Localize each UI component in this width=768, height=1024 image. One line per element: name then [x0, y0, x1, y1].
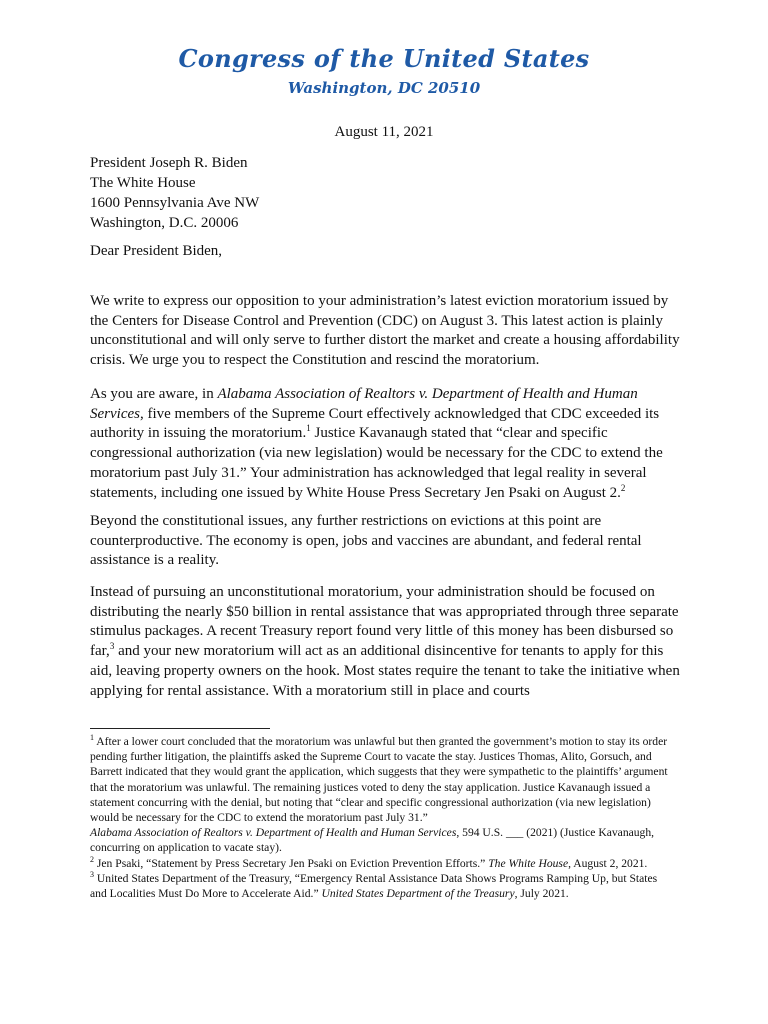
recipient-street: 1600 Pennsylvania Ave NW	[90, 195, 260, 211]
case-name: Alabama Association of Realtors v. Department of Health and Human Services	[90, 386, 638, 422]
letterhead	[0, 44, 768, 98]
paragraph-supreme-court: As you are aware, in Alabama Association of Realtors v. Department of Health and Human Services, five members of the Supreme Court effectively acknowledged that CDC exceeded its authority in issuing the moratorium.$^1$ Justice Kavanaugh stated that “clear and specific congressional authorization (via new legislation) would be necessary for the CDC to extend the moratorium past July 31.” Your administration has acknowledged that legal reality in several statements, including one issued by White House Press Secretary Jen Psaki on August 2.$^2$	[90, 386, 663, 501]
paragraph-rental-assistance: Instead of pursuing an unconstitutional moratorium, your administration should be focused on distributing the nearly $50 billion in rental assistance that was appropriated through three separate stimulus packages. A recent Treasury report found very little of this money has been disbursed so far,$^3$ and your new moratorium will act as an additional disincentive for tenants to apply for this aid, leaving property owners on the hook. Most states require the tenant to take the initiative when applying for rental assistance. With a moratorium still in place and courts	[90, 584, 680, 699]
paragraph-opposition: We write to express our opposition to your administration’s latest eviction moratorium issued by the Centers for Disease Control and Prevention (CDC) on August 3. This latest action is plainly unconstitutional and will only serve to further distort the market and create a housing affordability crisis. We urge you to respect the Constitution and rescind the moratorium.	[90, 293, 680, 369]
footnote-ref-3: 3	[109, 641, 115, 652]
footnote-1: $^1$ After a lower court concluded that the moratorium was unlawful but then granted the government’s motion to stay its order pending further litigation, the plaintiffs asked the Supreme Court to vacate the stay. Justices Thomas, Alito, Gorsuch, and Barrett indicated that they would grant the application, which suggests that they were sympathetic to the plaintiffs’ argument that the moratorium was unlawful. The remaining justices voted to deny the stay application. Justice Kavanaugh issued a statement concurring with the denial, but noting that “clear and specific congressional authorization (via new legislation) would be necessary for the CDC to extend the moratorium past July 31.” Alabama Association of Realtors v. Department of Health and Human Services, 594 U.S. ___ (2021) (Justice Kavanaugh, concurring on application to vacate stay).	[90, 733, 668, 855]
footnotes	[90, 734, 672, 901]
letter-date: August 11, 2021	[334, 124, 434, 140]
letterhead-title: Congress of the United States	[178, 44, 590, 73]
footnote-2: $^2$ Jen Psaki, “Statement by Press Secretary Jen Psaki on Eviction Prevention Efforts.” The White House, August 2, 2021.	[90, 854, 648, 870]
recipient-address	[90, 153, 259, 233]
recipient-org: The White House	[90, 175, 196, 191]
footnote-ref-2: 2	[620, 482, 626, 493]
recipient-city: Washington, D.C. 20006	[90, 215, 239, 231]
recipient-name: President Joseph R. Biden	[90, 155, 248, 171]
footnote-divider	[90, 728, 270, 729]
letterhead-subtitle: Washington, DC 20510	[287, 79, 481, 97]
paragraph-counterproductive: Beyond the constitutional issues, any further restrictions on evictions at this point are counterproductive. The economy is open, jobs and vaccines are abundant, and federal rental assistance is a reality.	[90, 513, 642, 569]
footnote-ref-1: 1	[306, 423, 311, 434]
footnote-case-name: Alabama Association of Realtors v. Department of Health and Human Services	[90, 826, 457, 840]
footnote-3: $^3$ United States Department of the Treasury, “Emergency Rental Assistance Data Shows Programs Ramping Up, but States and Localities Must Do More to Accelerate Aid.” United States Department of the Treasury, July 2021.	[90, 869, 658, 901]
salutation: Dear President Biden,	[90, 243, 223, 259]
